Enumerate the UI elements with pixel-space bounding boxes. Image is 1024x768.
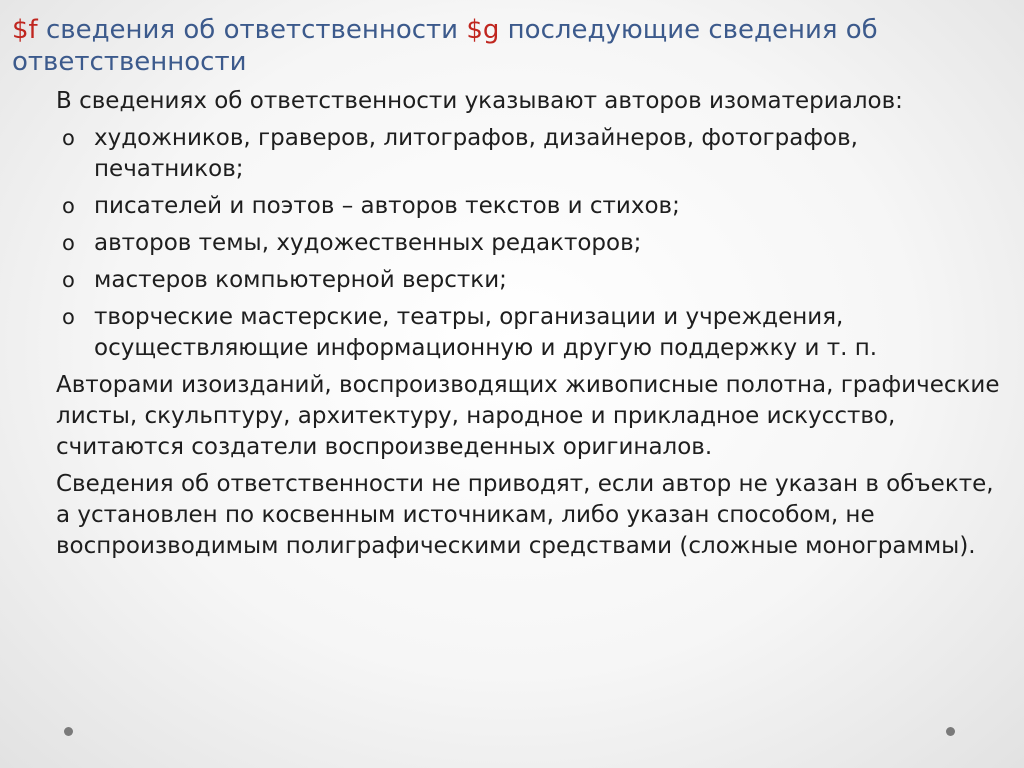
list-item (56, 302, 1006, 364)
list-item-text: писателей и поэтов – авторов текстов и стихов; (94, 193, 680, 219)
list-item-text: художников, граверов, литографов, дизайнеров, фотографов, печатников; (94, 125, 858, 182)
list-item (56, 265, 1006, 296)
list-item-text: авторов темы, художественных редакторов; (94, 230, 642, 256)
list-item (56, 228, 1006, 259)
slide-body (56, 86, 1006, 568)
circle-bullet-icon: o (62, 268, 75, 292)
title-text-f: сведения об ответственности (37, 15, 467, 45)
slide-corner-dot-left (64, 727, 73, 736)
title-text-g: последующие сведения об ответственности (12, 15, 878, 77)
circle-bullet-icon: o (62, 305, 75, 329)
authors-paragraph: Авторами изоизданий, воспроизводящих живописные полотна, графические листы, скульптуру, архитектуру, народное и прикладное искусство, считаются создатели воспроизведенных оригиналов. (56, 372, 1000, 460)
list-item (56, 123, 1006, 185)
circle-bullet-icon: o (62, 126, 75, 150)
intro-paragraph: В сведениях об ответственности указывают авторов изоматериалов: (56, 88, 903, 114)
bullet-list (56, 123, 1006, 364)
circle-bullet-icon: o (62, 194, 75, 218)
circle-bullet-icon: o (62, 231, 75, 255)
list-item (56, 191, 1006, 222)
subfield-code-f: $f (12, 15, 38, 45)
omission-paragraph: Сведения об ответственности не приводят, если автор не указан в объекте, а установлен по косвенным источникам, либо указан способом, не воспроизводимым полиграфическими средствами (сложные монограммы). (56, 471, 994, 559)
slide-corner-dot-right (946, 727, 955, 736)
list-item-text: творческие мастерские, театры, организации и учреждения, осуществляющие информационную и другую поддержку и т. п. (94, 304, 878, 361)
list-item-text: мастеров компьютерной верстки; (94, 267, 507, 293)
subfield-code-g: $g (466, 15, 500, 45)
slide-title (12, 14, 1012, 78)
